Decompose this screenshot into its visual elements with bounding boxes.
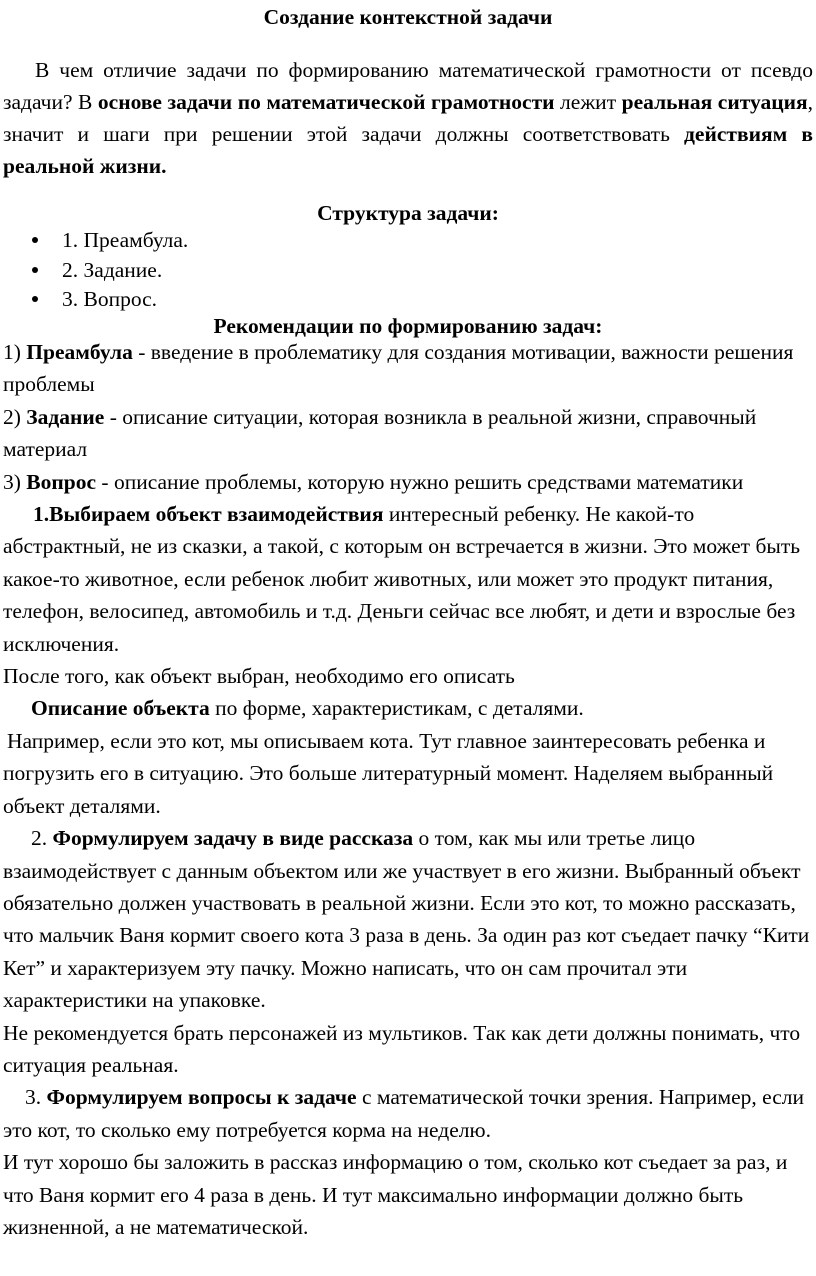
description-bold: Описание объекта bbox=[31, 696, 210, 721]
list-item bbox=[0, 257, 816, 287]
list-item-label: 2. Задание. bbox=[62, 257, 163, 282]
rec-3-term: Вопрос bbox=[26, 469, 97, 494]
rec-3-num: 3) bbox=[3, 469, 27, 494]
structure-heading: Структура задачи: bbox=[317, 201, 499, 225]
step-2-bold: Формулируем задачу в виде рассказа bbox=[52, 826, 414, 851]
list-item bbox=[0, 286, 816, 316]
rec-1-term: Преамбула bbox=[26, 340, 133, 364]
intro-text-2: лежит bbox=[554, 90, 622, 114]
intro-bold-2: реальная ситуация bbox=[621, 90, 808, 114]
step-3-num: 3. bbox=[25, 1085, 47, 1110]
rec-3-text: - описание проблемы, которую нужно решить средствами математики bbox=[96, 469, 744, 494]
rec-2-term: Задание bbox=[26, 404, 105, 429]
description-text: по форме, характеристикам, с деталями. bbox=[209, 696, 584, 721]
step-1-after: После того, как объект выбран, необходимо его описать bbox=[3, 664, 515, 689]
step-2-text: о том, как мы или третье лицо взаимодействует с данным объектом или же участвует в его жизни. Выбранный объект обязательно должен участвовать в реальной жизни. Если это кот, то можно рассказать, что мальчик Ваня кормит своего кота 3 раза в день. За один раз кот съедает пачку “Кити Кет” и характеризуем эту пачку. Можно написать, что он сам прочитал эти характеристики на упаковке. bbox=[3, 826, 810, 1013]
document-body bbox=[3, 336, 816, 1243]
description-example: Например, если это кот, мы описываем кота. Тут главное заинтересовать ребенка и погрузить его в ситуацию. Это больше литературный момент. Наделяем выбранный объект деталями. bbox=[3, 728, 774, 818]
rec-1-text: - введение в проблематику для создания мотивации, важности решения проблемы bbox=[3, 340, 794, 397]
structure-list bbox=[0, 227, 816, 316]
bullet-icon bbox=[32, 237, 38, 243]
step-3-bold: Формулируем вопросы к задаче bbox=[46, 1085, 357, 1110]
recommendation-3 bbox=[3, 466, 816, 498]
step-1-paragraph bbox=[3, 498, 816, 660]
step-3-paragraph bbox=[3, 1081, 816, 1146]
intro-paragraph bbox=[3, 54, 813, 182]
rec-2-text: - описание ситуации, которая возникла в реальной жизни, справочный материал bbox=[3, 404, 757, 462]
rec-2-num: 2) bbox=[3, 404, 27, 429]
step-2-note: Не рекомендуется брать персонажей из мультиков. Так как дети должны понимать, что ситуация реальная. bbox=[3, 1020, 801, 1077]
recommendation-2 bbox=[3, 401, 816, 466]
list-item-label: 3. Вопрос. bbox=[62, 287, 158, 311]
bullet-icon bbox=[32, 296, 38, 302]
intro-text-1: В чем отличие задачи по формированию математической грамотности от псевдо задачи? В bbox=[3, 58, 813, 114]
description-paragraph bbox=[3, 692, 816, 724]
recommendation-1 bbox=[3, 336, 816, 401]
step-1-bold: 1.Выбираем объект взаимодействия bbox=[33, 502, 384, 527]
step-1-text: интересный ребенку. Не какой-то абстрактный, не из сказки, а такой, с которым он встречается в жизни. Это может быть какое-то животное, если ребенок любит животных, или может это продукт питания, телефон, велосипед, автомобиль и т.д. Деньги сейчас все любят, и дети и взрослые без исключения. bbox=[3, 502, 801, 656]
document-title: Создание контекстной задачи bbox=[263, 5, 553, 29]
recommendations-heading: Рекомендации по формированию задач: bbox=[213, 314, 603, 338]
list-item-label: 1. Преамбула. bbox=[62, 228, 189, 252]
step-3-text: с математической точки зрения. Например, если это кот, то сколько ему потребуется корма на неделю. bbox=[3, 1085, 804, 1142]
intro-bold-1: основе задачи по математической грамотности bbox=[97, 90, 555, 114]
step-2-num: 2. bbox=[31, 826, 53, 851]
step-3-more: И тут хорошо бы заложить в рассказ информацию о том, сколько кот съедает за раз, и что Ваня кормит его 4 раза в день. И тут максимально информации должно быть жизненной, а не математической. bbox=[3, 1150, 788, 1239]
intro-bold-3: действиям в реальной жизни. bbox=[3, 122, 813, 178]
step-2-paragraph bbox=[3, 822, 816, 1016]
list-item bbox=[0, 227, 816, 257]
bullet-icon bbox=[32, 267, 38, 273]
intro-text-3: , значит и шаги при решении этой задачи должны соответствовать bbox=[3, 90, 813, 146]
rec-1-num: 1) bbox=[3, 340, 27, 364]
